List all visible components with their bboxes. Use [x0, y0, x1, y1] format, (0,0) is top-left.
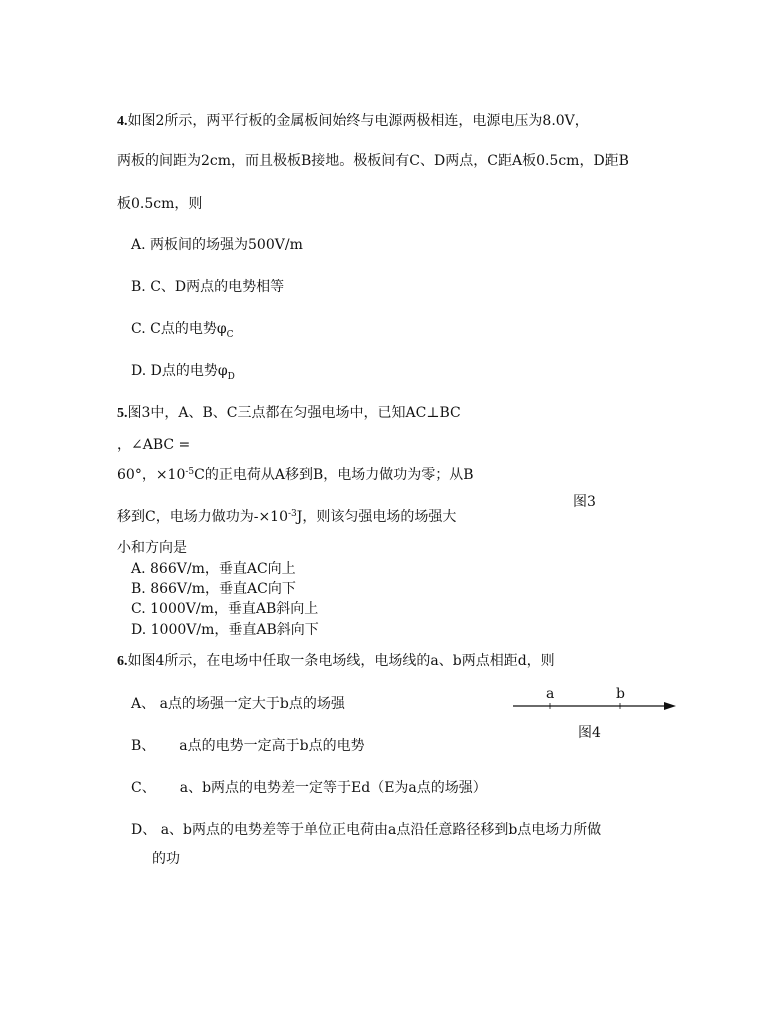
figure4-field-line-arrow [510, 698, 680, 714]
figure4-point-b-label: b [616, 686, 625, 702]
q4-option-c: C. C点的电势$\varphi_C$ [131, 321, 234, 340]
q4-option-b: B. C、D两点的电势相等 [131, 279, 285, 295]
q5-option-a: A. 866V/m，垂直AC向上 [131, 561, 296, 577]
q5-stem-line1: 5.图3中，A、B、C三点都在匀强电场中，已知AC⊥BC [117, 405, 461, 421]
q6-option-d-continuation: 的功 [152, 851, 180, 867]
q5-stem-line3: 60°，$\times 10^{-5}C$的正电荷从A移到B，电场力做功为零；从B [117, 467, 474, 483]
q6-stem-line1: 6.如图4所示，在电场中任取一条电场线，电场线的a、b两点相距d，则 [117, 653, 555, 669]
q5-option-d: D. 1000V/m，垂直AB斜向下 [131, 622, 319, 638]
q6-option-c: C、 a、b两点的电势差一定等于Ed（E为a点的场强） [131, 780, 487, 796]
q5-option-b: B. 866V/m，垂直AC向下 [131, 581, 296, 597]
q6-option-a: A、 a点的场强一定大于b点的场强 [131, 696, 345, 712]
q6-option-d: D、 a、b两点的电势差等于单位正电荷由a点沿任意路径移到b点电场力所做 [131, 822, 602, 838]
figure3-label: 图3 [573, 494, 596, 510]
q4-option-a: A. 两板间的场强为500V/m [131, 237, 303, 253]
q5-stem-line5: 小和方向是 [117, 540, 187, 556]
figure4-label: 图4 [578, 725, 601, 741]
figure4-point-a-label: a [546, 686, 555, 702]
q5-number: 5. [117, 406, 128, 421]
q4-stem-line1: 4.如图2所示，两平行板的金属板间始终与电源两极相连，电源电压为8.0V， [117, 113, 589, 129]
arrow-head-icon [664, 702, 676, 710]
q5-stem-line4: 移到C，电场力做功为$-\times 10^{-3}J$，则该匀强电场的场强大 [117, 509, 457, 525]
q5-stem-line2: ，∠ABC = [117, 437, 191, 453]
q4-option-d: D. D点的电势$\varphi_D$ [131, 363, 235, 382]
q4-stem-line3: 板0.5cm，则 [117, 196, 203, 212]
q4-number: 4. [117, 114, 128, 129]
q6-number: 6. [117, 654, 128, 669]
q4-stem-line2: 两板的间距为2cm，而且极板B接地。极板间有C、D两点，C距A板0.5cm，D距B [117, 153, 629, 169]
q5-option-c: C. 1000V/m，垂直AB斜向上 [131, 601, 319, 617]
q6-option-b: B、 a点的电势一定高于b点的电势 [131, 738, 365, 754]
